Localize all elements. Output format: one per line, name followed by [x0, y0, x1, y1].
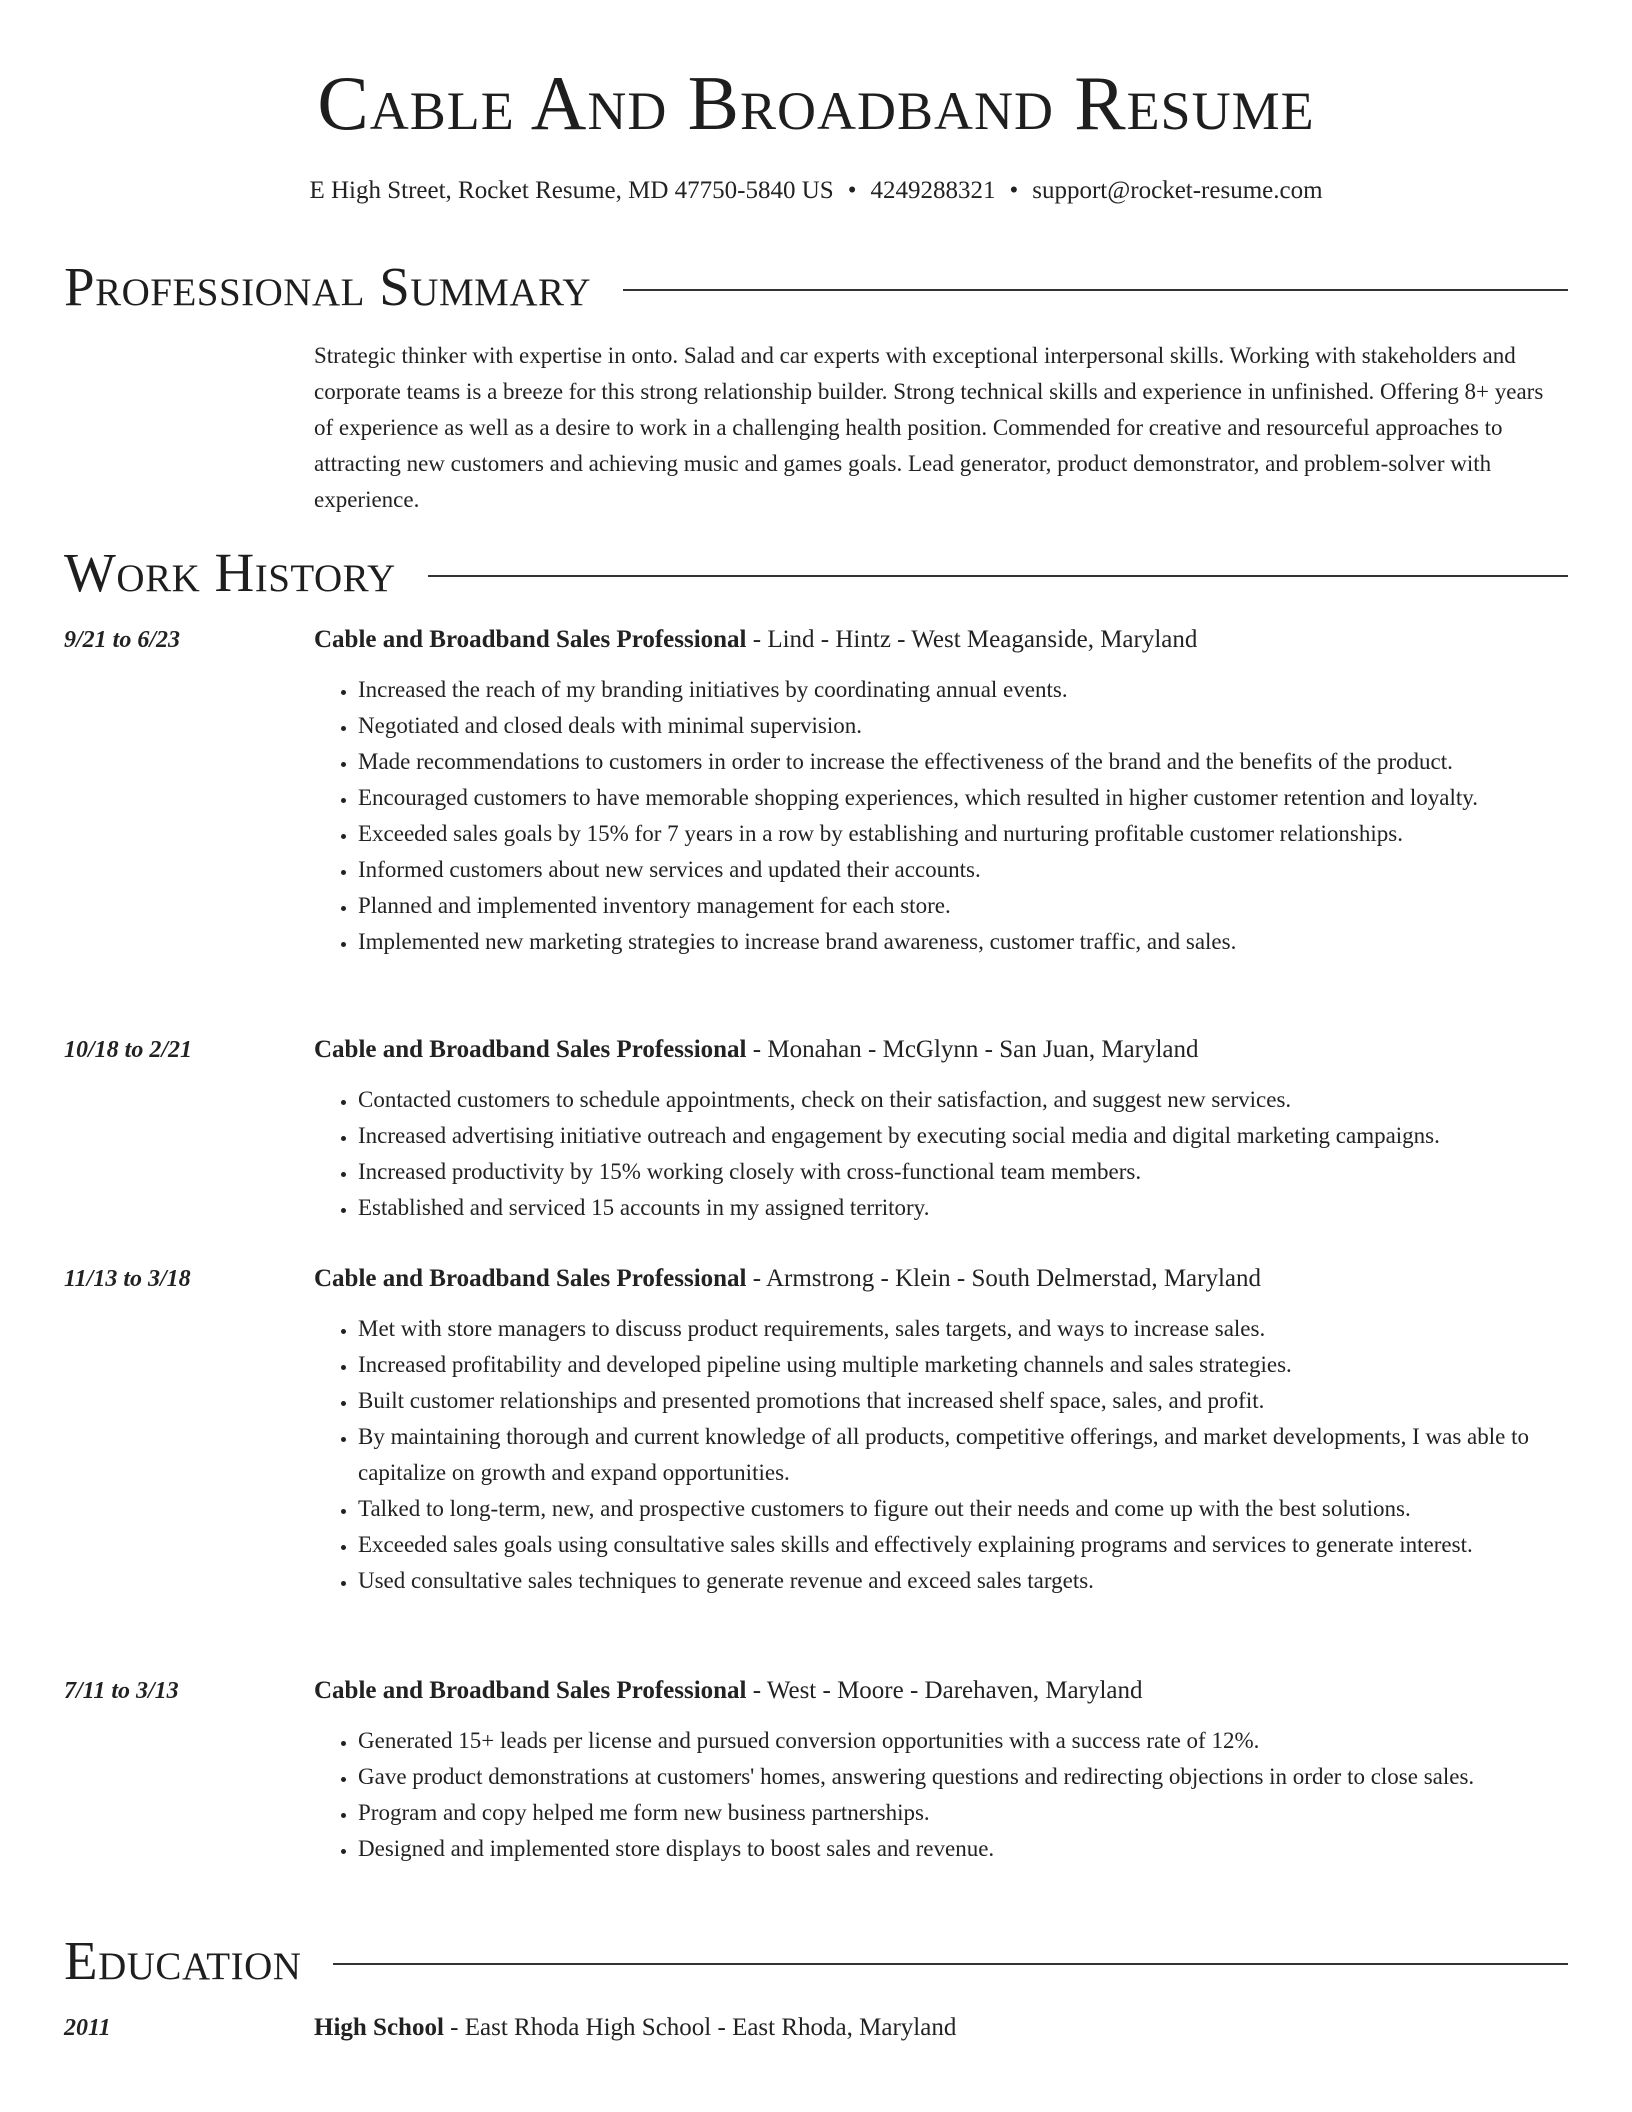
job-bullet: • Negotiated and closed deals with minimal supervision. [358, 708, 1568, 744]
job-dates: 7/11 to 3/13 [64, 1678, 179, 1704]
job-bullet: • Increased the reach of my branding initiatives by coordinating annual events. [358, 672, 1568, 708]
job-bullet: • Exceeded sales goals using consultative sales skills and effectively explaining programs and services to generate interest. [358, 1527, 1568, 1563]
resume-title: Cable And Broadband Resume [317, 60, 1315, 146]
job-heading [314, 1261, 1568, 1297]
summary-text: Strategic thinker with expertise in onto. Salad and car experts with exceptional interpersonal skills. Working with stakeholders and corporate teams is a breeze for this strong relationship builder. Strong technical skills and experience in unfinished. Offering 8+ years of experience as well as a desire to work in a challenging health position. Commended for creative and resourceful approaches to attracting new customers and achieving music and games goals. Lead generator, product demonstrator, and problem-solver with experience. [314, 343, 1544, 512]
contact-address: E High Street, Rocket Resume, MD 47750-5840 US [309, 177, 834, 204]
work-history-heading: Work History [64, 542, 396, 603]
job-bullet: • Implemented new marketing strategies to increase brand awareness, customer traffic, and sales. [358, 924, 1568, 960]
job-bullet: • Generated 15+ leads per license and pursued conversion opportunities with a success rate of 12%. [358, 1723, 1568, 1759]
job-title: Cable and Broadband Sales Professional [314, 1677, 747, 1704]
contact-separator: • [1009, 177, 1019, 204]
job-bullet: • Established and serviced 15 accounts in my assigned territory. [358, 1190, 1568, 1226]
job-bullet: • Planned and implemented inventory management for each store. [358, 888, 1568, 924]
job-details: - Monahan - McGlynn - San Juan, Maryland [746, 1036, 1199, 1063]
summary-heading: Professional Summary [64, 256, 592, 317]
job-bullet: • Used consultative sales techniques to generate revenue and exceed sales targets. [358, 1563, 1568, 1599]
education-details: - East Rhoda High School - East Rhoda, Maryland [443, 2014, 957, 2041]
job-heading [314, 622, 1568, 658]
job-dates: 10/18 to 2/21 [64, 1037, 193, 1063]
contact-email: support@rocket-resume.com [1032, 177, 1323, 204]
job-bullet: • Program and copy helped me form new business partnerships. [358, 1795, 1568, 1831]
job-dates: 9/21 to 6/23 [64, 627, 181, 653]
job-bullet-list [314, 672, 1568, 960]
job-details: - Lind - Hintz - West Meaganside, Maryland [746, 626, 1198, 653]
education-section-header [64, 1928, 1568, 1994]
job-heading [314, 1673, 1568, 1709]
job-dates: 11/13 to 3/18 [64, 1266, 191, 1292]
job-bullet: • Built customer relationships and presented promotions that increased shelf space, sales, and profit. [358, 1383, 1568, 1419]
job-heading [314, 1032, 1568, 1068]
job-bullet-list [314, 1311, 1568, 1599]
job-title: Cable and Broadband Sales Professional [314, 1036, 747, 1063]
work-history-section-header [64, 540, 1568, 606]
job-bullet: • By maintaining thorough and current knowledge of all products, competitive offerings, and market developments, I was able to capitalize on growth and expand opportunities. [358, 1419, 1568, 1491]
section-divider [333, 1963, 1568, 1965]
job-bullet-list [314, 1723, 1568, 1867]
education-dates: 2011 [64, 2015, 111, 2041]
section-divider [428, 575, 1568, 577]
job-bullet: • Talked to long-term, new, and prospective customers to figure out their needs and come up with the best solutions. [358, 1491, 1568, 1527]
summary-section-header [64, 254, 1568, 320]
job-bullet: • Designed and implemented store displays to boost sales and revenue. [358, 1831, 1568, 1867]
contact-info [0, 174, 1632, 208]
education-heading: Education [64, 1930, 302, 1991]
job-details: - Armstrong - Klein - South Delmerstad, Maryland [746, 1265, 1262, 1292]
education-degree: High School [314, 2014, 444, 2041]
job-title: Cable and Broadband Sales Professional [314, 626, 747, 653]
job-bullet: • Met with store managers to discuss product requirements, sales targets, and ways to increase sales. [358, 1311, 1568, 1347]
contact-phone: 4249288321 [870, 177, 996, 204]
job-bullet: • Exceeded sales goals by 15% for 7 years in a row by establishing and nurturing profitable customer relationships. [358, 816, 1568, 852]
job-title: Cable and Broadband Sales Professional [314, 1265, 747, 1292]
job-bullet: • Increased profitability and developed pipeline using multiple marketing channels and sales strategies. [358, 1347, 1568, 1383]
job-bullet: • Informed customers about new services and updated their accounts. [358, 852, 1568, 888]
job-bullet: • Contacted customers to schedule appointments, check on their satisfaction, and suggest new services. [358, 1082, 1568, 1118]
job-bullet: • Encouraged customers to have memorable shopping experiences, which resulted in higher customer retention and loyalty. [358, 780, 1568, 816]
job-bullet-list [314, 1082, 1568, 1226]
job-bullet: • Made recommendations to customers in order to increase the effectiveness of the brand and the benefits of the product. [358, 744, 1568, 780]
job-bullet: • Increased productivity by 15% working closely with cross-functional team members. [358, 1154, 1568, 1190]
job-bullet: • Increased advertising initiative outreach and engagement by executing social media and digital marketing campaigns. [358, 1118, 1568, 1154]
job-details: - West - Moore - Darehaven, Maryland [746, 1677, 1143, 1704]
contact-separator: • [847, 177, 857, 204]
section-divider [623, 289, 1568, 291]
education-heading-line [314, 2010, 1568, 2046]
job-bullet: • Gave product demonstrations at customers' homes, answering questions and redirecting objections in order to close sales. [358, 1759, 1568, 1795]
